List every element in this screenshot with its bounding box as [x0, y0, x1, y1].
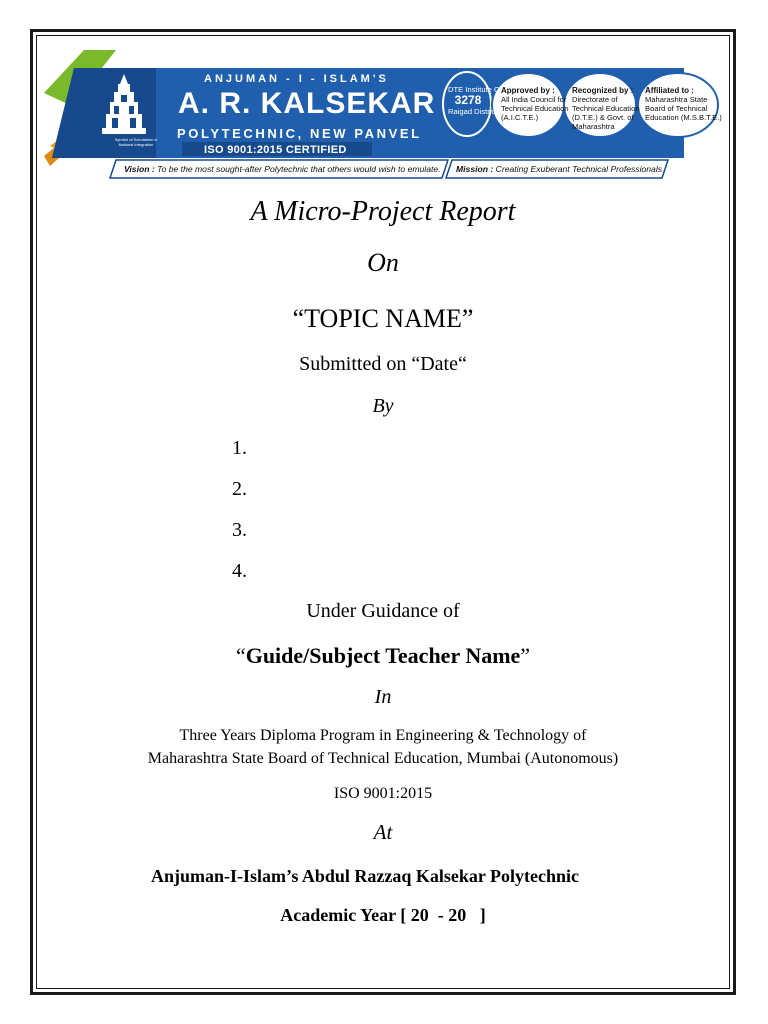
institution-name: Anjuman-I-Islam’s Abdul Razzaq Kalsekar Polytechnic [150, 866, 580, 886]
submitted-date: Submitted on “Date“ [299, 353, 467, 375]
affiliated-line: Maharashtra State [645, 95, 708, 104]
approved-line: All India Council for [501, 95, 567, 104]
recognized-line: Maharashtra [572, 122, 615, 131]
report-at: At [373, 820, 393, 844]
member-number-2: 2. [232, 478, 247, 500]
dte-district: Raigad District [448, 107, 498, 116]
recognized-line: Technical Education [572, 104, 640, 113]
affiliated-line: Education (M.S.B.T.E.) [645, 113, 722, 122]
recognized-line: (D.T.E.) & Govt. of [572, 113, 634, 122]
vision-statement [124, 164, 441, 174]
guide-name: Guide/Subject Teacher Name [245, 643, 521, 668]
vision-text: To be the most sought-after Polytechnic that others would wish to emulate. [157, 164, 441, 174]
mission-label: Mission : [456, 164, 494, 174]
report-by: By [372, 395, 394, 417]
member-number-4: 4. [232, 560, 247, 582]
program-line-1: Three Years Diploma Program in Engineering & Technology of [179, 727, 587, 744]
banner-college-name: A. R. KALSEKAR [178, 87, 436, 120]
approved-line: Technical Education [501, 104, 569, 113]
mission-text: Creating Exuberant Technical Professionals [495, 164, 663, 174]
guide-quote-close: ” [520, 643, 531, 668]
college-banner [44, 48, 720, 182]
report-title: A Micro-Project Report [250, 196, 516, 227]
member-number-1: 1. [232, 437, 247, 459]
program-line-2: Maharashtra State Board of Technical Education, Mumbai (Autonomous) [147, 750, 619, 767]
iso-text: ISO 9001:2015 [333, 785, 433, 802]
affiliated-title: Affiliated to : [645, 86, 694, 95]
report-in: In [374, 686, 392, 708]
guide-name-line [36, 643, 730, 669]
recognized-line: Directorate of [572, 95, 618, 104]
academic-year: Academic Year [ 20 - 20 ] [280, 905, 486, 925]
dte-label: DTE Institute Code [448, 85, 513, 94]
banner-iso-certified: ISO 9001:2015 CERTIFIED [204, 144, 347, 156]
mission-statement [456, 164, 662, 174]
affiliated-badge-text [645, 86, 722, 122]
guide-quote-open: “ [235, 643, 246, 668]
report-on: On [367, 248, 399, 277]
topic-name: “TOPIC NAME” [292, 304, 474, 333]
aicte-badge-text [501, 86, 569, 122]
recognized-title: Recognized by : [572, 86, 634, 95]
vision-label: Vision : [124, 164, 155, 174]
approved-line: (A.I.C.T.E.) [501, 113, 539, 122]
banner-polytechnic: POLYTECHNIC, NEW PANVEL [177, 126, 422, 141]
dte-code: 3278 [454, 93, 482, 107]
affiliated-line: Board of Technical [645, 104, 708, 113]
member-number-3: 3. [232, 519, 247, 541]
emblem-caption: Symbol of Secularism & National Integration [114, 137, 158, 147]
under-guidance: Under Guidance of [306, 600, 460, 622]
dte-badge-text [448, 85, 513, 116]
approved-title: Approved by : [501, 86, 555, 95]
recognized-badge-text [572, 86, 640, 131]
banner-org-top: ANJUMAN - I - ISLAM'S [204, 73, 389, 85]
